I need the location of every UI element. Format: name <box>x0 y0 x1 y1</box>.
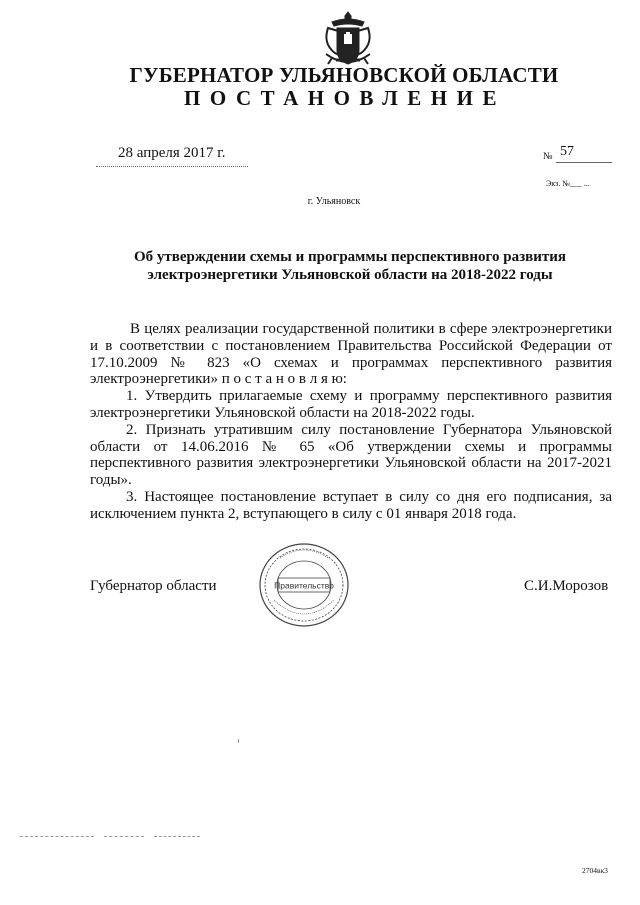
document-body <box>90 321 612 523</box>
coat-of-arms-emblem <box>322 10 374 68</box>
footer-dashed-line-left <box>20 836 94 837</box>
number-underline <box>556 162 612 163</box>
document-type-title: ПОСТАНОВЛЕНИЕ <box>184 86 506 110</box>
official-seal-stamp <box>256 540 352 630</box>
item-3-paragraph: 3. Настоящее постановление вступает в силу со дня его подписания, за исключением пункта 2, вступающего в силу с 01 января 2018 года. <box>90 488 612 522</box>
document-date: 28 апреля 2017 г. <box>118 145 226 161</box>
footer-document-code: 2704вк3 <box>582 866 608 875</box>
preamble-paragraph: В целях реализации государственной политики в сфере электроэнергетики и в соответствии с постановлением Правительства Российской Федерации от 17.10.2009 № 823 «О схемах и программах перспективного развития электроэнергетики» п о с т а н о в л я ю: <box>90 321 612 388</box>
city-label: г. Ульяновск <box>307 196 361 207</box>
footer-dashed-line-mid <box>104 836 144 837</box>
heading-line-2: электроэнергетики Ульяновской области на 2018-2022 годы <box>147 267 553 283</box>
signatory-name: С.И.Морозов <box>524 578 609 594</box>
number-prefix: № <box>543 151 553 162</box>
copy-number-label: Экз. №___ ... <box>546 179 590 188</box>
item-1-paragraph: 1. Утвердить прилагаемые схему и программу перспективного развития электроэнергетики Ульяновской области на 2018-2022 годы. <box>90 388 612 421</box>
margin-mark <box>238 739 239 743</box>
date-underline <box>96 166 248 167</box>
item-2-paragraph: 2. Признать утратившим силу постановление Губернатора Ульяновской области от 14.06.2016 № 65 «Об утверждении схемы и программы перспективного развития электроэнергетики Ульяновской области на 2017-2021 годы». <box>90 421 612 489</box>
heading-line-1: Об утверждении схемы и программы перспективного развития <box>134 249 566 265</box>
authority-title: ГУБЕРНАТОР УЛЬЯНОВСКОЙ ОБЛАСТИ <box>129 63 559 87</box>
seal-text: Правительство <box>274 580 334 591</box>
document-heading <box>110 248 590 284</box>
document-number: 57 <box>560 144 574 159</box>
signatory-position: Губернатор области <box>90 578 217 594</box>
footer-dashed-line-right <box>154 836 200 837</box>
